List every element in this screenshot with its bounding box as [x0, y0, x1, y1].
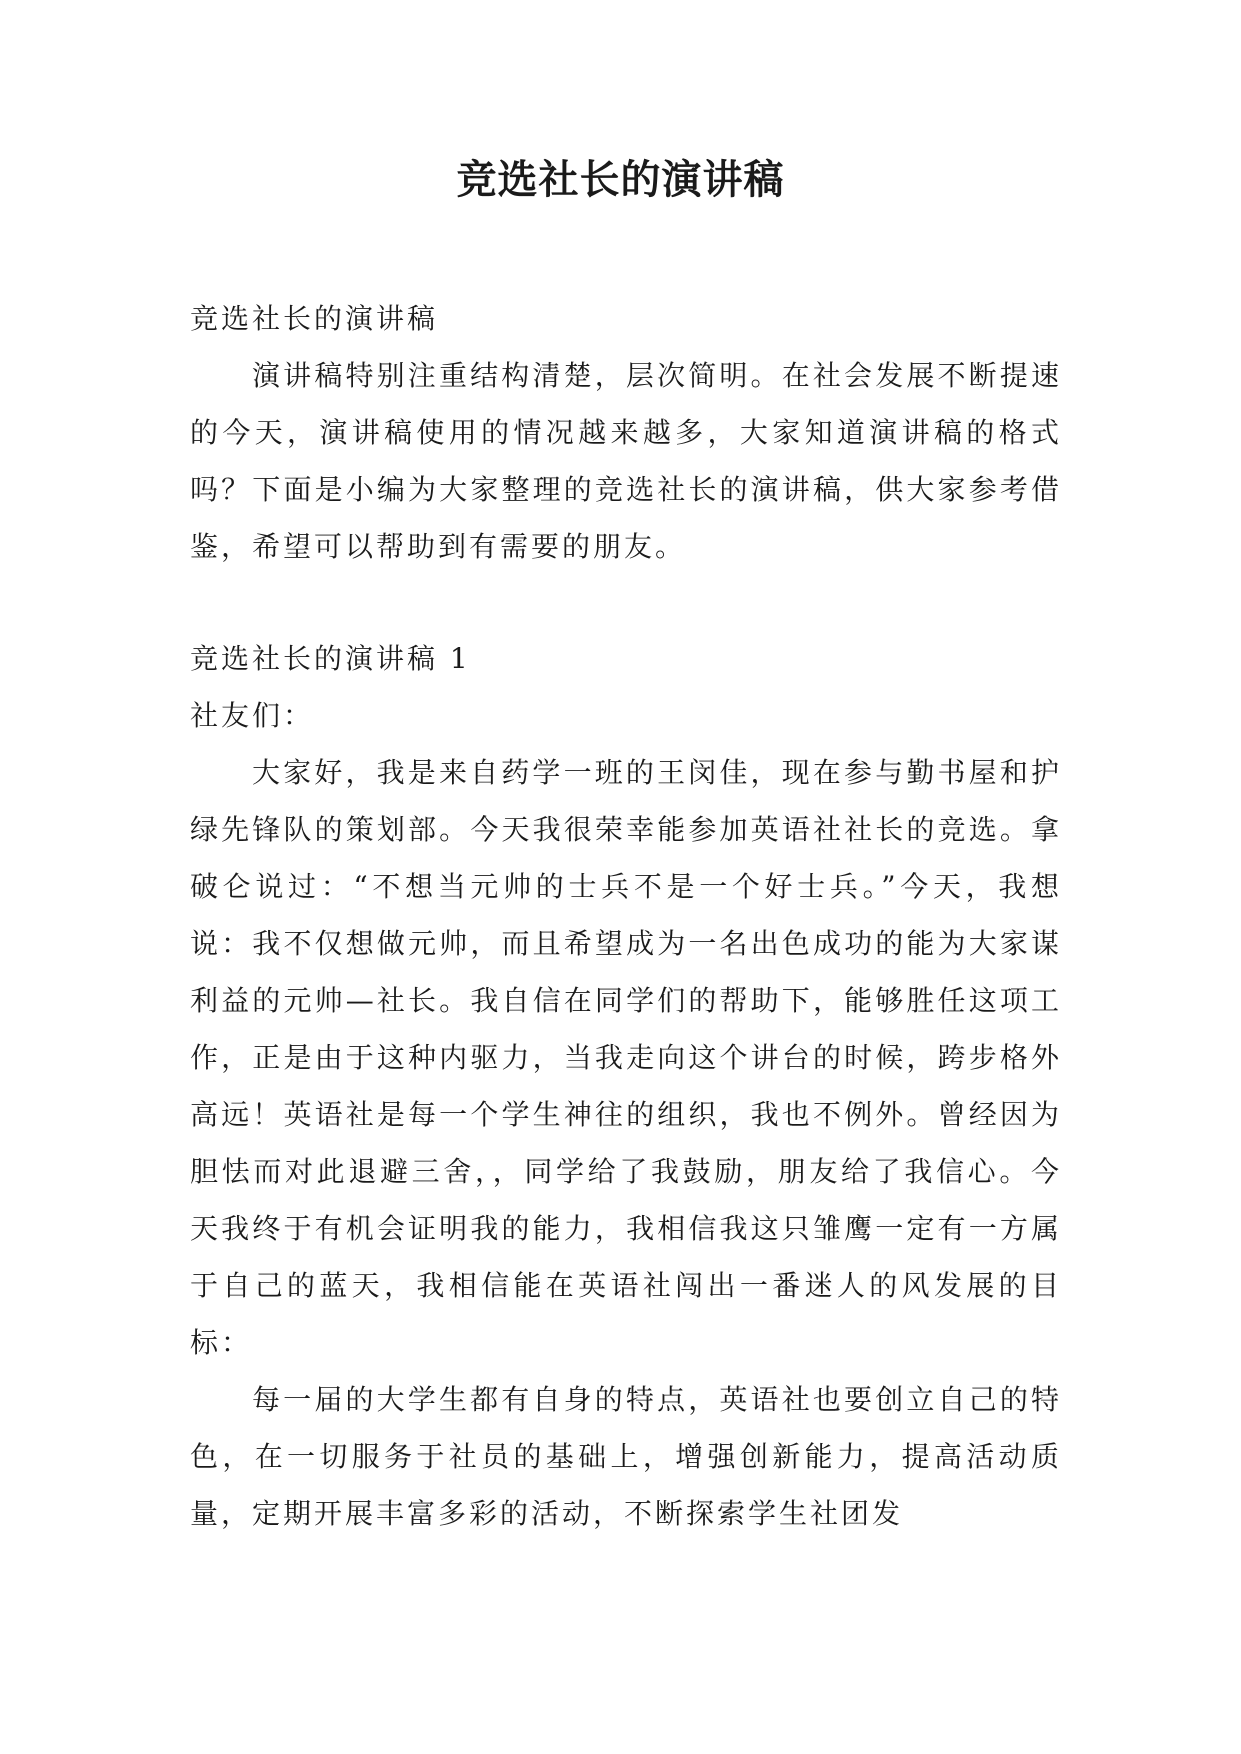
- document-body: [190, 290, 1062, 1542]
- body-paragraph: 大家好，我是来自药学一班的王闵佳，现在参与勤书屋和护绿先锋队的策划部。今天我很荣幸能参加英语社社长的竞选。拿破仑说过：“不想当元帅的士兵不是一个好士兵。”今天，我想说：我不仅想做元帅，而且希望成为一名出色成功的能为大家谋利益的元帅—社长。我自信在同学们的帮助下，能够胜任这项工作，正是由于这种内驱力，当我走向这个讲台的时候，跨步格外高远！英语社是每一个学生神往的组织，我也不例外。曾经因为胆怯而对此退避三舍，，同学给了我鼓励，朋友给了我信心。今天我终于有机会证明我的能力，我相信我这只雏鹰一定有一方属于自己的蓝天，我相信能在英语社闯出一番迷人的风发展的目标：: [190, 756, 1062, 1359]
- document-subtitle: 竞选社长的演讲稿: [190, 302, 439, 335]
- body-paragraph: 每一届的大学生都有自身的特点，英语社也要创立自己的特色，在一切服务于社员的基础上，增强创新能力，提高活动质量，定期开展丰富多彩的活动，不断探索学生社团发: [190, 1383, 1062, 1530]
- salutation: 社友们：: [190, 699, 315, 732]
- document-title: 竞选社长的演讲稿: [456, 156, 785, 203]
- section-heading: 竞选社长的演讲稿 1: [190, 642, 471, 675]
- section-spacer: [190, 575, 1062, 630]
- intro-paragraph: 演讲稿特别注重结构清楚，层次简明。在社会发展不断提速的今天，演讲稿使用的情况越来越多，大家知道演讲稿的格式吗？下面是小编为大家整理的竞选社长的演讲稿，供大家参考借鉴，希望可以帮助到有需要的朋友。: [190, 359, 1062, 563]
